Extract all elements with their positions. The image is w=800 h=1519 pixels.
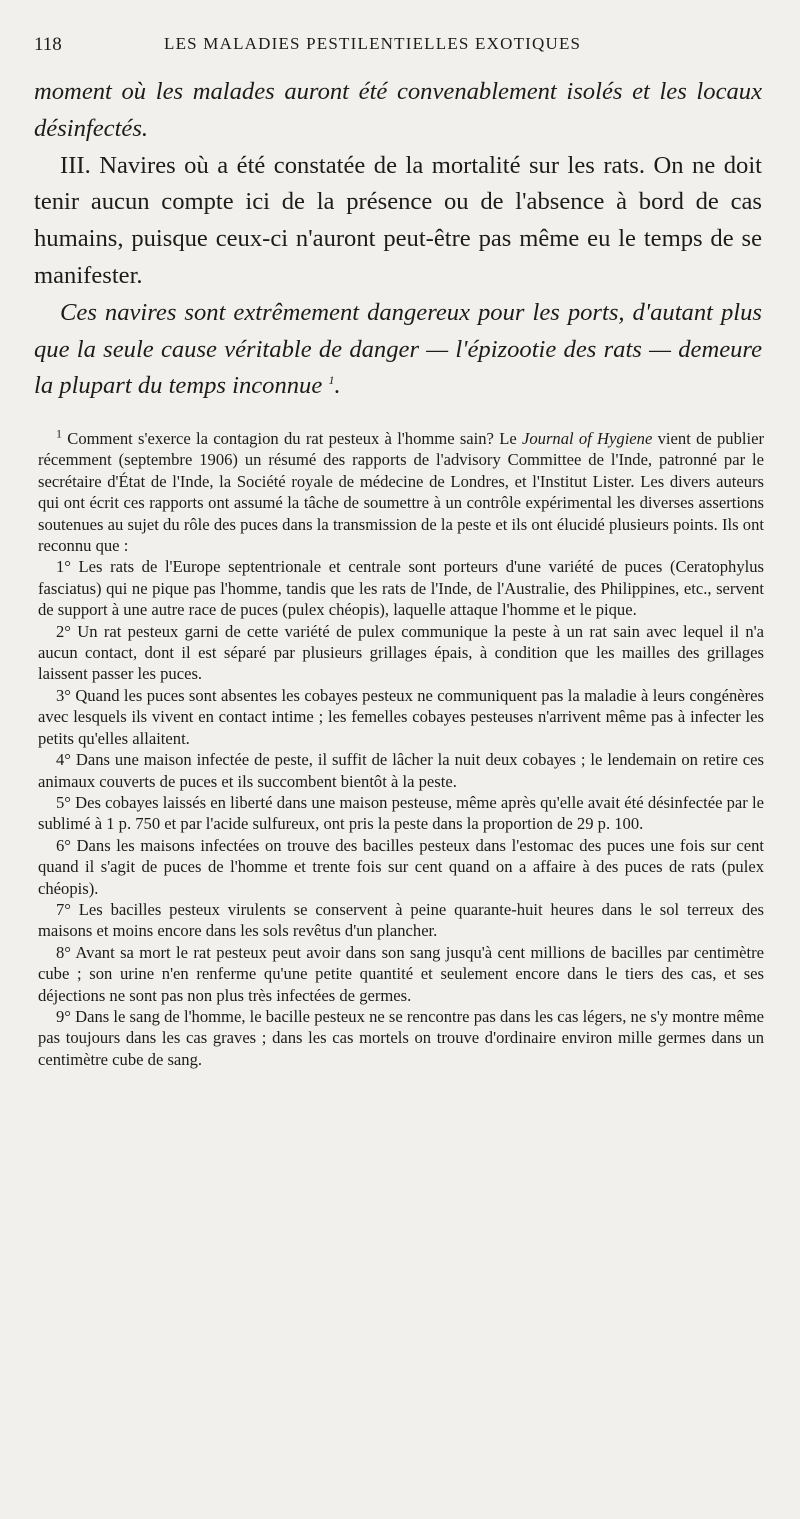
footnote-item: 1° Les rats de l'Europe septentrionale et centrale sont porteurs d'une variété de puces (Ceratophylus fasciatus) qui ne pique pas l'homme, tandis que les rats de l'Inde, de l'Australie, des Philippines, etc., servent de support à une autre race de puces (pulex chéopis), laquelle attaque l'homme et le pique. — [38, 557, 764, 620]
footnote-reference: 1 — [328, 373, 335, 388]
footnote-intro-after: vient de publier récemment (septembre 1906) un résumé des rapports de l'advisory Committee de l'Inde, patronné par le secrétaire d'État de l'Inde, la Société royale de médecine de Londres, et l'Institut Lister. Les divers auteurs qui ont écrit ces rapports ont assumé la tâche de soumettre à un contrôle expérimental les diverses assertions soutenues au sujet du rôle des puces dans la transmission de la peste et ils ont élucidé plusieurs points. Ils ont reconnu que : — [38, 429, 765, 556]
footnote-item: 2° Un rat pesteux garni de cette variété de pulex communique la peste à un rat sain avec lequel il n'a aucun contact, dont il est séparé par plusieurs grillages épais, à condition que les mailles des grillages laissent passer les puces. — [38, 621, 764, 684]
footnote-item: 5° Des cobayes laissés en liberté dans une maison pesteuse, même après qu'elle avait été désinfectée par le sublimé à 1 p. 750 et par l'acide sulfureux, ont pris la peste dans la proportion de 29 p. 100. — [38, 792, 764, 834]
running-title: LES MALADIES PESTILENTIELLES EXOTIQUES — [164, 34, 582, 53]
paragraph-continuation: moment où les malades auront été convenablement isolés et les locaux désinfectés. — [34, 78, 762, 142]
footnote-marker: 1 — [56, 426, 62, 441]
page-header — [34, 30, 764, 60]
footnote-intro-before: Comment s'exerce la contagion du rat pesteux à l'homme sain? Le — [67, 429, 517, 448]
main-text — [34, 74, 762, 405]
footnote — [38, 428, 764, 1070]
footnote-item: 3° Quand les puces sont absentes les cobayes pesteux ne communiquent pas la maladie à leurs congénères avec lesquels ils vivent en contact intime ; les femelles cobayes pesteuses n'arrivent même pas à infecter les petits qu'elles allaitent. — [38, 685, 764, 748]
footnote-item: 6° Dans les maisons infectées on trouve des bacilles pesteux dans l'estomac des puces une fois sur cent quand il s'agit de puces de l'homme et trente fois sur cent quand on a affaire à des puces de rats (pulex chéopis). — [38, 835, 764, 898]
page-number: 118 — [34, 34, 62, 55]
footnote-intro — [38, 428, 764, 556]
footnote-item: 9° Dans le sang de l'homme, le bacille pesteux ne se rencontre pas dans les cas légers, ne s'y montre même pas toujours dans les cas graves ; dans les cas mortels on trouve d'ordinaire environ mille germes dans un centimètre cube de sang. — [38, 1006, 764, 1069]
warning-text: Ces navires sont extrêmement dangereux pour les ports, d'autant plus que la seule cause véritable de danger — l'épizootie des rats — demeure la plupart du temps inconnue — [34, 298, 762, 400]
footnote-item: 7° Les bacilles pesteux virulents se conservent à peine quarante-huit heures dans le sol terreux des maisons et moins encore dans les sols revêtus d'un plancher. — [38, 899, 764, 941]
footnote-item: 8° Avant sa mort le rat pesteux peut avoir dans son sang jusqu'à cent millions de bacilles par centimètre cube ; son urine n'en renferme qu'une petite quantité et seulement encore dans le tiers des cas, et ses déjections ne sont pas non plus très infectées de germes. — [38, 942, 764, 1005]
journal-title: Journal of Hygiene — [521, 429, 653, 448]
paragraph-warning: Ces navires sont extrêmement dangereux pour les ports, d'autant plus que la seule cause véritable de danger — l'épizootie des rats — demeure la plupart du temps inconnue $^1$. — [34, 298, 762, 400]
paragraph-section-iii: III. Navires où a été constatée de la mortalité sur les rats. On ne doit tenir aucun compte ici de la présence ou de l'absence à bord de cas humains, puisque ceux-ci n'auront peut-être pas même eu le temps de se manifester. — [34, 151, 762, 289]
footnote-item: 4° Dans une maison infectée de peste, il suffit de lâcher la nuit deux cobayes ; le lendemain on retire ces animaux couverts de puces et ils succombent bientôt à la peste. — [38, 750, 764, 791]
